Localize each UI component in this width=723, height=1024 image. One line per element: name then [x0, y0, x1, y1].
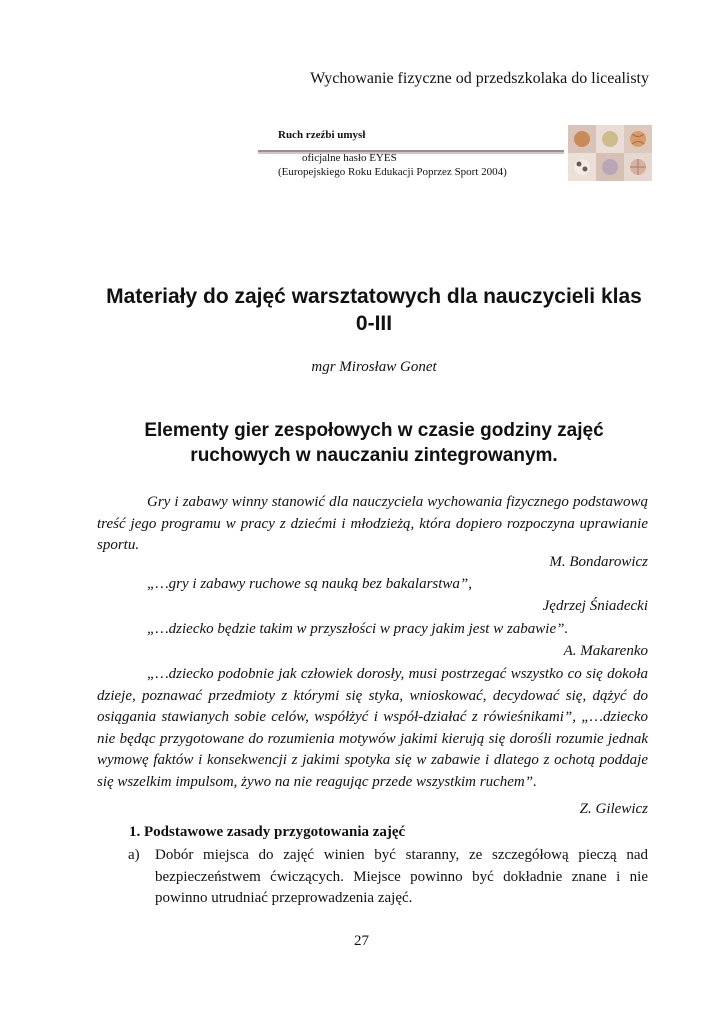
- quote-gilewicz: „…dziecko podobnie jak człowiek dorosły, musi postrzegać wszystko co się dokoła dzieje, poznawać przedmioty z którymi się styka, wnioskować, decydować się, dążyć do osiągania stawianych sobie celów, współżyć i współ-działać z rówieśnikami”, „…dziecko nie będąc przygotowane do rozumienia motywów jakimi kierują się dorośli rozumie jednak wymowę faktów i konsekwencji z jakimi spotyka się w zabawie i dlatego z ochotą poddaje się wszelkim impulsom, żywo na nie reagując przede wszystkim ruchem”.: [97, 666, 648, 790]
- sports-balls-icon: [568, 125, 652, 181]
- author: mgr Mirosław Gonet: [311, 359, 437, 375]
- motto-source: (Europejskiego Roku Edukacji Poprzez Sport 2004): [278, 166, 507, 178]
- book-title: Wychowanie fizyczne od przedszkolaka do licealisty: [310, 70, 649, 87]
- quote-author-bondarowicz: M. Bondarowicz: [549, 554, 648, 570]
- list-marker: a): [128, 847, 140, 863]
- page-number: 27: [354, 933, 369, 949]
- list-item: Dobór miejsca do zajęć winien być staranny, ze szczegółową pieczą nad bezpieczeństwem ćwiczących. Miejsce powinno być dokładnie znane i nie powinno utrudniać przeprowadzenia zajęć.: [155, 847, 648, 907]
- quote-author-gilewicz: Z. Gilewicz: [579, 801, 648, 817]
- section-heading: 1. Podstawowe zasady przygotowania zajęć: [129, 824, 406, 840]
- article-title: Materiały do zajęć warsztatowych dla nauczycieli klas 0-III: [106, 285, 642, 335]
- section-title: Elementy gier zespołowych w czasie godziny zajęć ruchowych w nauczaniu zintegrowanym.: [144, 420, 604, 466]
- quote-author-sniadecki: Jędrzej Śniadecki: [542, 598, 648, 614]
- quote-author-makarenko: A. Makarenko: [563, 643, 648, 659]
- quote-bondarowicz: Gry i zabawy winny stanowić dla nauczyciela wychowania fizycznego podstawową treść jego programu w pracy z dziećmi i młodzieżą, która dopiero rozpoczyna uprawianie sportu.: [97, 494, 648, 554]
- quote-sniadecki: „…gry i zabawy ruchowe są nauką bez bakalarstwa”,: [147, 576, 473, 592]
- motto-title: Ruch rzeźbi umysł: [278, 129, 366, 141]
- quote-makarenko: „…dziecko będzie takim w przyszłości w pracy jakim jest w zabawie”.: [147, 621, 569, 637]
- motto-subtitle: oficjalne hasło EYES: [302, 152, 397, 164]
